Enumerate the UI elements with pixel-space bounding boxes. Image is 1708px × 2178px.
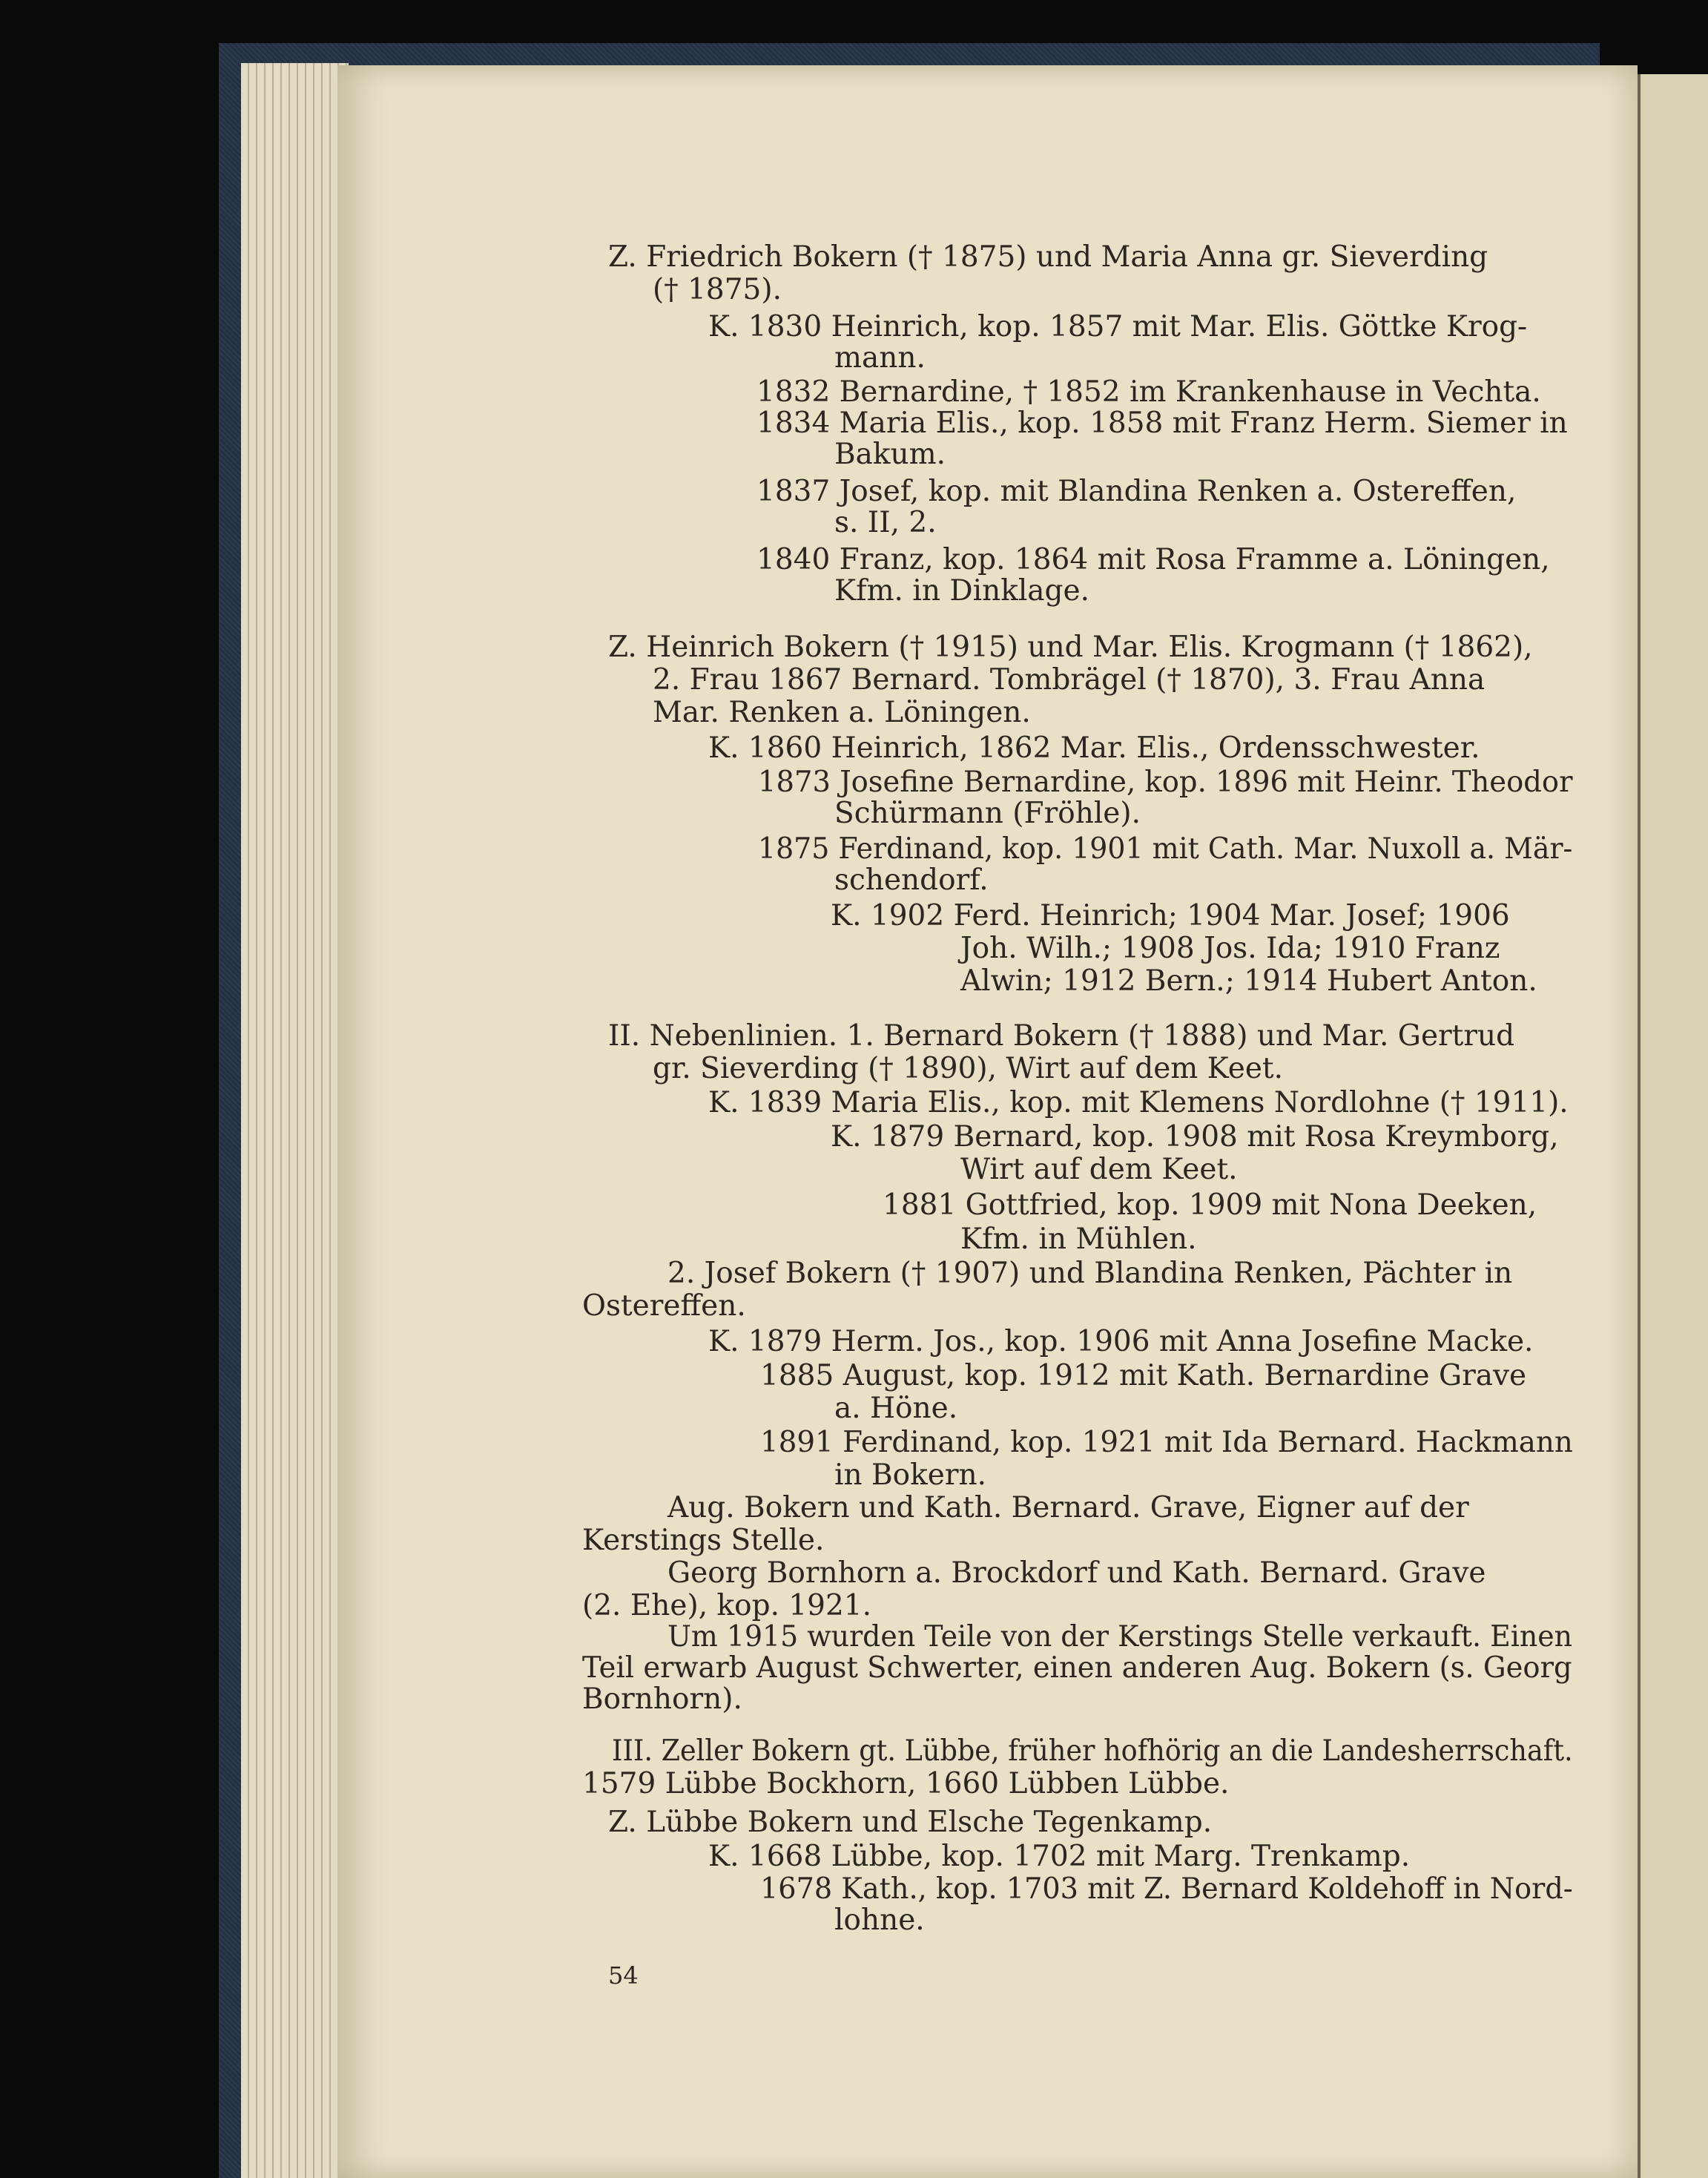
page-edges [241,63,349,2178]
book-page [337,65,1638,2178]
text-line: K. 1860 Heinrich, 1862 Mar. Elis., Ordensschwester. [708,731,1480,765]
text-line: 1885 August, kop. 1912 mit Kath. Bernardine Grave [760,1359,1527,1392]
text-line: Bornhorn). [582,1682,742,1716]
text-line: K. 1879 Herm. Jos., kop. 1906 mit Anna Josefine Macke. [708,1325,1534,1358]
text-line: schendorf. [834,863,989,897]
text-line: K. 1879 Bernard, kop. 1908 mit Rosa Kreymborg, [831,1120,1559,1154]
text-line: Alwin; 1912 Bern.; 1914 Hubert Anton. [960,964,1537,998]
text-line: 1832 Bernardine, † 1852 im Krankenhause in Vechta. [756,375,1541,409]
text-line: Kfm. in Dinklage. [834,574,1089,608]
text-line: 2. Josef Bokern († 1907) und Blandina Renken, Pächter in [667,1257,1513,1290]
text-line: a. Höne. [834,1392,958,1425]
text-line: Um 1915 wurden Teile von der Kerstings Stelle verkauft. Einen [667,1620,1573,1654]
text-line: 1678 Kath., kop. 1703 mit Z. Bernard Koldehoff in Nord- [760,1872,1573,1906]
text-line: Teil erwarb August Schwerter, einen anderen Aug. Bokern (s. Georg [582,1651,1572,1685]
text-line: Z. Heinrich Bokern († 1915) und Mar. Elis. Krogmann († 1862), [608,631,1533,664]
text-line: Kerstings Stelle. [582,1524,825,1557]
text-line: K. 1830 Heinrich, kop. 1857 mit Mar. Elis. Göttke Krog- [708,310,1528,343]
text-line: Aug. Bokern und Kath. Bernard. Grave, Eigner auf der [667,1491,1469,1524]
facing-page-edge [1638,74,1708,2178]
text-line: 1881 Gottfried, kop. 1909 mit Nona Deeken, [883,1188,1537,1222]
text-line: Joh. Wilh.; 1908 Jos. Ida; 1910 Franz [960,932,1500,965]
text-line: Bakum. [834,438,946,471]
text-line: (2. Ehe), kop. 1921. [582,1589,872,1622]
text-line: gr. Sieverding († 1890), Wirt auf dem Keet. [653,1052,1283,1085]
text-line: K. 1902 Ferd. Heinrich; 1904 Mar. Josef; 1906 [831,899,1510,932]
text-line: Wirt auf dem Keet. [960,1153,1238,1186]
text-line: 1834 Maria Elis., kop. 1858 mit Franz Herm. Siemer in [756,407,1568,440]
text-line: Mar. Renken a. Löningen. [653,696,1031,729]
text-line: 1579 Lübbe Bockhorn, 1660 Lübben Lübbe. [582,1767,1230,1800]
text-line: 1891 Ferdinand, kop. 1921 mit Ida Bernard. Hackmann [760,1426,1573,1459]
text-line: mann. [834,341,926,375]
text-line: 1875 Ferdinand, kop. 1901 mit Cath. Mar. Nuxoll a. Mär- [758,832,1573,866]
text-line: II. Nebenlinien. 1. Bernard Bokern († 1888) und Mar. Gertrud [608,1019,1515,1053]
text-line: Kfm. in Mühlen. [960,1223,1197,1256]
text-line: Georg Bornhorn a. Brockdorf und Kath. Bernard. Grave [667,1556,1486,1590]
text-line: in Bokern. [834,1458,986,1492]
text-line: K. 1839 Maria Elis., kop. mit Klemens Nordlohne († 1911). [708,1086,1569,1119]
text-line: 1840 Franz, kop. 1864 mit Rosa Framme a. Löningen, [756,543,1550,576]
text-line: s. II, 2. [834,506,937,539]
text-line: 1873 Josefine Bernardine, kop. 1896 mit Heinr. Theodor [758,766,1573,799]
text-line: († 1875). [653,273,782,306]
text-line: Ostereffen. [582,1289,746,1323]
page-number: 54 [608,1961,639,1990]
text-line: K. 1668 Lübbe, kop. 1702 mit Marg. Trenkamp. [708,1840,1411,1873]
text-line: Schürmann (Fröhle). [834,797,1141,830]
text-line: 1837 Josef, kop. mit Blandina Renken a. Ostereffen, [756,475,1517,508]
text-line: Z. Friedrich Bokern († 1875) und Maria Anna gr. Sieverding [608,240,1488,274]
text-line: 2. Frau 1867 Bernard. Tombrägel († 1870), 3. Frau Anna [653,663,1486,697]
text-line: Z. Lübbe Bokern und Elsche Tegenkamp. [608,1806,1213,1839]
text-line: III. Zeller Bokern gt. Lübbe, früher hofhörig an die Landesherrschaft. [612,1734,1573,1768]
text-line: lohne. [834,1904,925,1937]
